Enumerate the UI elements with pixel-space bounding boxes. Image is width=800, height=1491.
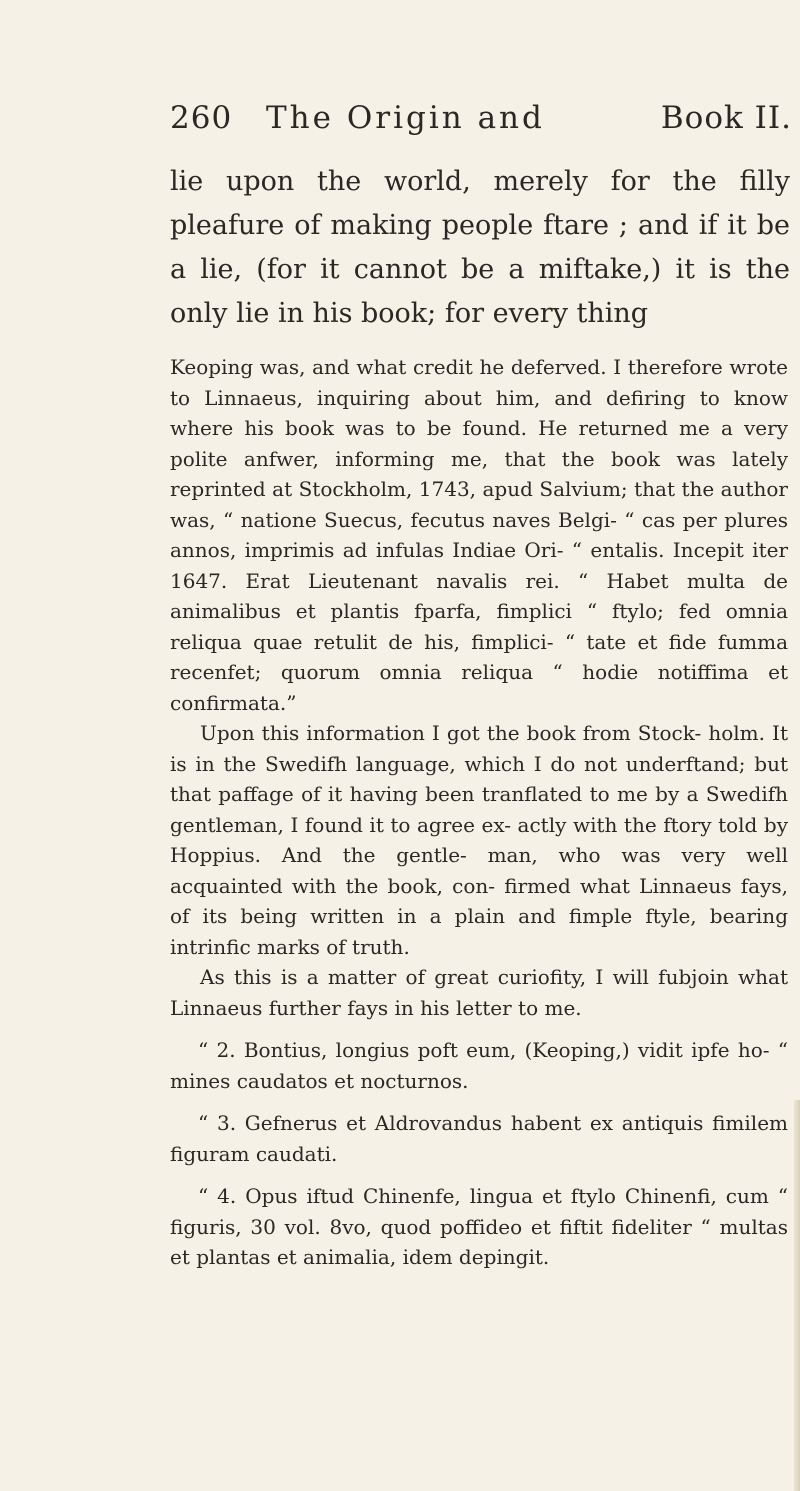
footnote-item-3: “ 3. Gefnerus et Aldrovandus habent ex antiquis fimilem figuram caudati. — [170, 1111, 788, 1166]
footnote — [170, 352, 788, 1273]
footnote-paragraph-2: Upon this information I got the book from Stock- holm. It is in the Swedifh language, which I do not underftand; but that paffage of it having been tranflated to me by a Swedifh gentleman, I found it to agree ex- actly with the ftory told by Hoppius. And the gentle- man, who was very well acquainted with the book, con- firmed what Linnaeus fays, of its being written in a plain and fimple ftyle, bearing intrinfic marks of truth. — [170, 721, 788, 959]
page-number: 260 — [170, 100, 233, 136]
main-body-text: lie upon the world, merely for the filly pleafure of making people ftare ; and if it be a lie, (for it cannot be a miftake,) it is the only lie in his book; for every thing — [170, 166, 790, 329]
page-edge-shadow — [794, 1100, 800, 1491]
footnote-item-2: “ 2. Bontius, longius poft eum, (Keoping,) vidit ipfe ho- “ mines caudatos et nocturnos. — [170, 1038, 788, 1093]
footnote-item-4: “ 4. Opus iftud Chinenfe, lingua et ftylo Chinenfi, cum “ figuris, 30 vol. 8vo, quod poffideo et fiftit fideliter “ multas et plantas et animalia, idem depingit. — [170, 1184, 788, 1269]
footnote-paragraph-1: Keoping was, and what credit he deferved. I therefore wrote to Linnaeus, inquiring about him, and defiring to know where his book was to be found. He returned me a very polite anfwer, informing me, that the book was lately reprinted at Stockholm, 1743, apud Salvium; that the author was, “ natione Suecus, fecutus naves Belgi- “ cas per plures annos, imprimis ad infulas Indiae Ori- “ entalis. Incepit iter 1647. Erat Lieutenant navalis rei. “ Habet multa de animalibus et plantis fparfa, fimplici “ ftylo; fed omnia reliqua quae retulit de his, fimplici- “ tate et fide fumma recenfet; quorum omnia reliqua “ hodie notiffima et confirmata.” — [170, 355, 788, 715]
running-title: The Origin and — [266, 100, 545, 136]
footnote-paragraph-3: As this is a matter of great curiofity, I will fubjoin what Linnaeus further fays in his letter to me. — [170, 965, 788, 1020]
page-header — [170, 100, 792, 140]
book-label: Book II. — [660, 100, 792, 136]
